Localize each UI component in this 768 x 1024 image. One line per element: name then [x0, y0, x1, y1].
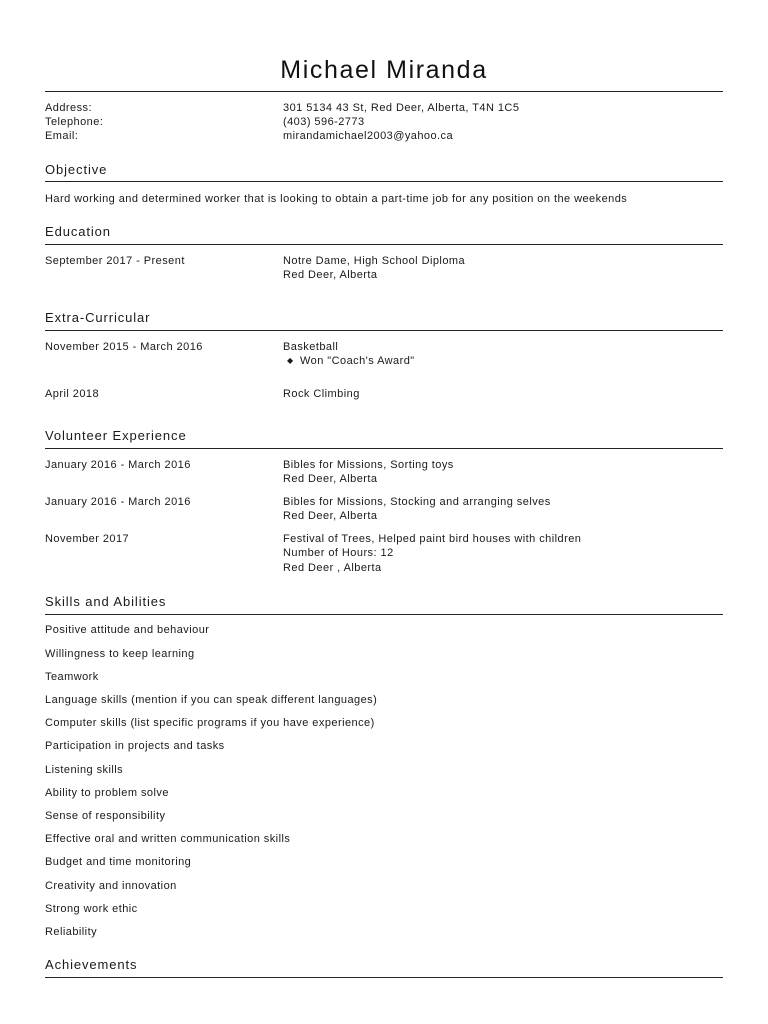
name-divider	[45, 91, 723, 92]
email-label: Email:	[45, 130, 79, 142]
skill-item: Participation in projects and tasks	[45, 740, 225, 752]
skill-item: Strong work ethic	[45, 903, 138, 915]
skill-item: Language skills (mention if you can speak different languages)	[45, 694, 378, 706]
address-value: 301 5134 43 St, Red Deer, Alberta, T4N 1C5	[283, 102, 520, 114]
achievements-heading: Achievements	[45, 957, 138, 972]
achievements-divider	[45, 977, 723, 978]
skills-divider	[45, 614, 723, 615]
objective-divider	[45, 181, 723, 182]
diamond-bullet-icon: ◆	[287, 356, 294, 365]
skill-item: Teamwork	[45, 671, 99, 683]
skill-item: Creativity and innovation	[45, 880, 177, 892]
volunteer-location: Red Deer, Alberta	[283, 510, 378, 522]
skill-item: Sense of responsibility	[45, 810, 166, 822]
objective-heading: Objective	[45, 162, 108, 177]
extracurricular-award: Won "Coach's Award"	[300, 355, 415, 367]
volunteer-hours: Number of Hours: 12	[283, 547, 394, 559]
objective-text: Hard working and determined worker that is looking to obtain a part-time job for any position on the weekends	[45, 193, 628, 205]
telephone-value: (403) 596-2773	[283, 116, 365, 128]
volunteer-location: Red Deer, Alberta	[283, 473, 378, 485]
education-divider	[45, 244, 723, 245]
skill-item: Positive attitude and behaviour	[45, 624, 210, 636]
volunteer-date: January 2016 - March 2016	[45, 459, 191, 471]
volunteer-divider	[45, 448, 723, 449]
education-school: Notre Dame, High School Diploma	[283, 255, 466, 267]
extracurricular-date: April 2018	[45, 388, 100, 400]
education-date: September 2017 - Present	[45, 255, 185, 267]
extracurricular-heading: Extra-Curricular	[45, 310, 151, 325]
volunteer-location: Red Deer , Alberta	[283, 562, 382, 574]
extracurricular-divider	[45, 330, 723, 331]
volunteer-role: Bibles for Missions, Sorting toys	[283, 459, 454, 471]
extracurricular-activity: Rock Climbing	[283, 388, 360, 400]
skill-item: Listening skills	[45, 764, 124, 776]
skill-item: Effective oral and written communication skills	[45, 833, 291, 845]
volunteer-role: Bibles for Missions, Stocking and arranging selves	[283, 496, 551, 508]
volunteer-role: Festival of Trees, Helped paint bird houses with children	[283, 533, 582, 545]
skills-heading: Skills and Abilities	[45, 594, 167, 609]
skill-item: Budget and time monitoring	[45, 856, 192, 868]
skill-item: Willingness to keep learning	[45, 648, 195, 660]
email-value: mirandamichael2003@yahoo.ca	[283, 130, 454, 142]
extracurricular-activity: Basketball	[283, 341, 339, 353]
extracurricular-date: November 2015 - March 2016	[45, 341, 203, 353]
volunteer-date: January 2016 - March 2016	[45, 496, 191, 508]
education-location: Red Deer, Alberta	[283, 269, 378, 281]
volunteer-heading: Volunteer Experience	[45, 428, 187, 443]
skill-item: Reliability	[45, 926, 98, 938]
telephone-label: Telephone:	[45, 116, 104, 128]
education-heading: Education	[45, 224, 111, 239]
skill-item: Computer skills (list specific programs if you have experience)	[45, 717, 375, 729]
skill-item: Ability to problem solve	[45, 787, 169, 799]
resume-name: Michael Miranda	[280, 56, 488, 84]
volunteer-date: November 2017	[45, 533, 130, 545]
address-label: Address:	[45, 102, 93, 114]
